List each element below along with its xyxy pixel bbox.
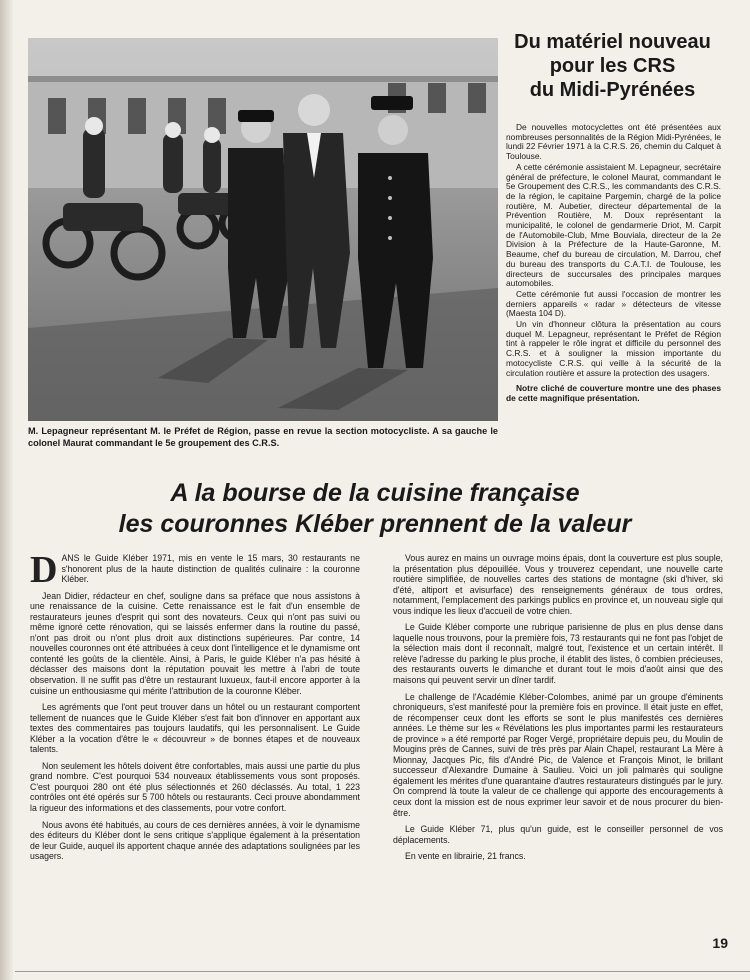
sidebar-paragraph: Cette cérémonie fut aussi l'occasion de montrer les derniers appareils « radar » détecteurs de vitesse (Maesta 104 D).	[506, 288, 721, 319]
photo-caption: M. Lepagneur représentant M. le Préfet de Région, passe en revue la section motocycliste. A sa gauche le colonel Maurat commandant le 5e groupement des C.R.S.	[28, 426, 498, 448]
article-headline	[30, 478, 720, 540]
article-paragraph: Nous avons été habitués, au cours de ces dernières années, à voir le dynamisme des éditeurs du Kléber dont le sens critique s'applique également à la présentation de leur Guide, auquel ils apportent chaque année des adaptations soulignées par les usagers.	[30, 819, 360, 862]
article-column-right	[393, 553, 723, 868]
headline-line: les couronnes Kléber prennent de la valeur	[118, 510, 632, 538]
photo-officers-review	[28, 38, 498, 421]
article-paragraph: Le challenge de l'Académie Kléber-Colombes, animé par un groupe d'éminents chroniqueurs, s'est manifesté pour la première fois en province. Il était juste en effet, de récompenser ceux dont les efforts se sont le plus manifestés ces dernières années. Le thème sur les « Révélations les plus importantes parmi les restaurateurs de province » a été remporté par Roger Vergé, propriétaire depuis peu, du Moulin de Mougins près de Cannes, suivi de très près par Alain Chapel, restaurant La Mère à Mionnay, Jacques Pic, fils d'André Pic, de Valence et François Minot, le brillant successeur d'Alexandre Dumaine à Saulieu. Voici un joli palmarès qui souligne également les mérites d'une quarantaine d'autres restaurateurs distingués par le jury. On comprend là toute la valeur de ce challenge qui apporte des encouragements à ceux dont la mission est de nous exprimer leur savoir et de nous procurer du bien-être.	[393, 691, 723, 818]
dropcap: D	[30, 549, 58, 591]
article-paragraph: Les agréments que l'ont peut trouver dans un hôtel ou un restaurant comportent tellement de nuances que le Guide Kléber s'est fait bon d'innover en apportant aux textes des commentaires pas toujours laudatifs, qui les personnalisent. Le Guide Kléber a la vocation d'être le « découvreur » de bonnes étapes et de nouveaux talents.	[30, 702, 360, 755]
sidebar-paragraph: Un vin d'honneur clôtura la présentation au cours duquel M. Lepagneur, représentant le Préfet de Région tint à rappeler le rôle ingrat et difficile du personnel des C.R.S. et à souligner la mission importante du motocycliste C.R.S. qui veille à la sécurité de la circulation routière et assure la protection des usagers.	[506, 319, 721, 378]
article-paragraph	[30, 549, 360, 591]
article-paragraph: Le Guide Kléber comporte une rubrique parisienne de plus en plus dense dans laquelle nous trouvons, pour la première fois, 73 restaurants qui ne font pas l'objet de la sélection mais dont il reconnaît, malgré tout, l'existence et un certain intérêt. Il relève l'adresse du parking le plus proche, il établit des listes, ô combien précieuses, des restaurants ouverts le dimanche et durant tout le mois d'août ainsi que des maisons qui peuvent servir un dîner tardif.	[393, 622, 723, 686]
article-paragraph: Le Guide Kléber 71, plus qu'un guide, est le conseiller personnel de vos déplacements.	[393, 824, 723, 845]
binding-shadow	[0, 0, 14, 980]
headline-line: A la bourse de la cuisine française	[170, 479, 580, 507]
sidebar-title-line: Du matériel nouveau	[514, 31, 711, 53]
photo-officers-review-icon	[28, 38, 498, 421]
sidebar-title	[500, 30, 725, 102]
sidebar-title-line: du Midi-Pyrénées	[529, 79, 696, 101]
sidebar-closing: Notre cliché de couverture montre une des phases de cette magnifique présentation.	[506, 383, 721, 403]
page-number: 19	[712, 935, 728, 951]
sidebar-article	[506, 123, 721, 405]
sidebar-title-line: pour les CRS	[549, 55, 676, 77]
article-paragraph: Vous aurez en mains un ouvrage moins épais, dont la couverture est plus souple, la présentation plus dépouillée. Vous y trouverez cependant, une nouvelle carte routière simplifiée, de nouvelles cartes des stations de montagne (ski d'hiver, ski d'été, altiport et avisurface) des renseignements généraux de tous ordres, notamment, l'emplacement des parkings publics en province et, un nouveau sigle qui vous indique les lieux d'accueil de votre chien.	[393, 553, 723, 616]
article-column-left	[30, 549, 360, 868]
sidebar-paragraph: A cette cérémonie assistaient M. Lepagneur, secrétaire général de préfecture, le colonel Maurat, commandant le 5e Groupement des C.R.S., les commandants des C.R.S. de la région, le capitaine Pargemin, chargé de la police routière, M. Aubetier, directeur départemental de la Prévention Routière, M. Doux représentant la municipalité, le colonel de gendarmerie Driot, M. Carpit de l'Automobile-Club, Mme Bouviala, directeur de la 2e Division à la Préfecture de la Haute-Garonne, M. Beaume, chef du bureau de circulation, M. Darrou, chef du bureau des transports du C.A.T.I. de Toulouse, les directeurs de succursales des principales marques automobiles.	[506, 161, 721, 289]
article-paragraph: Jean Didier, rédacteur en chef, souligne dans sa préface que nous assistons à une renaissance de la cuisine. Cette renaissance est le fait d'un ensemble de restaurateurs jeunes d'esprit qui sont des novateurs. Ceux qui n'ont pas suivi ou même ignoré cette rénovation, qui se laissés enfermer dans la routine du passé, n'ont pas droit ou n'ont plus droit aux distinctions supérieures. Par contre, 14 nouvelles couronnes ont été attribuées à ceux dont l'intelligence et le dynamisme ont contenté les goûts de la clientèle. Ainsi, à Paris, le guide Kléber n'a pas hésité à déclasser des maisons dont la réputation pouvait les mettre à l'abri de toute observation. Il ne suffit pas d'être un restaurant luxueux, faut-il encore apporter à la cuisine un enthousiasme qui mérite l'attribution de la couronne Kléber.	[30, 590, 360, 696]
article-paragraph: En vente en librairie, 21 francs.	[405, 851, 526, 862]
article-paragraph-text: ANS le Guide Kléber 1971, mis en vente le 15 mars, 30 restaurants ne s'honorent plus de la haute distinction de qualités culinaire : la couronne Kléber.	[61, 553, 360, 585]
article-paragraph: Non seulement les hôtels doivent être confortables, mais aussi une partie du plus grand nombre. C'est pourquoi 534 nouveaux établissements vous sont proposés. C'est pourquoi 280 ont été plus sélectionnés et 260 déclassés. Au total, 1 223 contrôles ont été opérés sur 5 700 hôtels ou restaurants. Ceci prouve abondamment la rigueur des informations et des classements, pour votre confort.	[30, 760, 360, 814]
footer-rule	[15, 971, 750, 972]
sidebar-paragraph: De nouvelles motocyclettes ont été présentées aux nombreuses personnalités de la Région Midi-Pyrénées, le lundi 22 Février 1971 à la C.R.S. 26, chemin du Calquet à Toulouse.	[506, 122, 721, 162]
